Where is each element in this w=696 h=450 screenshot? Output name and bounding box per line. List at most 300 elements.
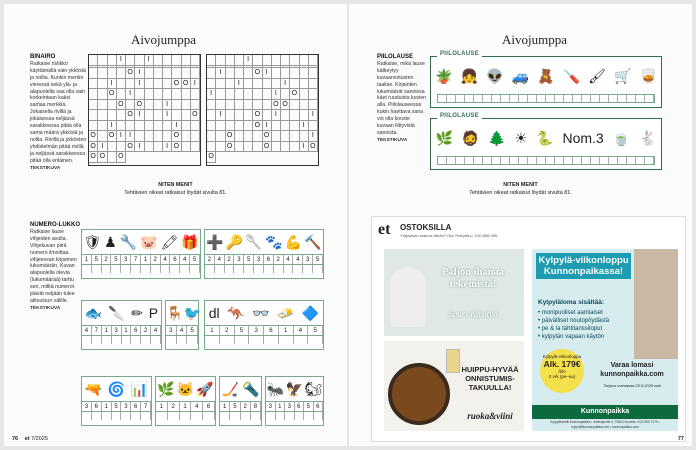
binairo-cell[interactable]: I (309, 131, 318, 142)
binairo-cell[interactable]: O (108, 89, 117, 100)
answer-cell[interactable] (474, 157, 483, 164)
answer-cells[interactable] (205, 335, 323, 344)
answer-cells[interactable] (166, 335, 198, 344)
binairo-cell[interactable] (163, 131, 172, 142)
answer-cell[interactable] (546, 95, 555, 102)
binairo-cell[interactable]: O (117, 100, 126, 111)
binairo-cell[interactable]: I (108, 79, 117, 90)
ad-suuri-kasityo[interactable] (384, 249, 524, 336)
binairo-cell[interactable] (126, 55, 135, 66)
answer-cell[interactable] (112, 336, 122, 344)
answer-cell[interactable] (447, 95, 456, 102)
binairo-cell[interactable] (154, 110, 163, 121)
binairo-cell[interactable] (235, 89, 244, 100)
binairo-cell[interactable] (281, 110, 290, 121)
binairo-cell[interactable]: I (163, 100, 172, 111)
binairo-cell[interactable] (253, 79, 262, 90)
binairo-cell[interactable] (281, 142, 290, 153)
binairo-cell[interactable] (235, 55, 244, 66)
binairo-cell[interactable] (226, 89, 235, 100)
binairo-cell[interactable] (244, 89, 253, 100)
ad-ruoka-viini[interactable] (384, 341, 524, 431)
binairo-cell[interactable] (145, 79, 154, 90)
binairo-cell[interactable] (216, 79, 225, 90)
binairo-cell[interactable] (300, 55, 309, 66)
answer-cell[interactable] (519, 95, 528, 102)
answer-cell[interactable] (293, 265, 303, 273)
binairo-cell[interactable] (108, 68, 117, 79)
binairo-cell[interactable] (163, 68, 172, 79)
binairo-cell[interactable] (244, 131, 253, 142)
answer-cell[interactable] (609, 95, 618, 102)
answer-cell[interactable] (92, 412, 102, 420)
ad-kunnonpaikka[interactable] (532, 249, 678, 431)
answer-cell[interactable] (591, 157, 600, 164)
binairo-cell[interactable]: O (182, 79, 191, 90)
binairo-cell[interactable] (135, 89, 144, 100)
binairo-cell[interactable] (98, 55, 107, 66)
answer-cell[interactable] (465, 157, 474, 164)
binairo-cell[interactable] (235, 142, 244, 153)
binairo-cell[interactable] (207, 131, 216, 142)
binairo-cell[interactable]: I (135, 68, 144, 79)
binairo-cell[interactable] (191, 121, 200, 132)
answer-cell[interactable] (519, 157, 528, 164)
binairo-cell[interactable] (281, 121, 290, 132)
answer-cell[interactable] (573, 95, 582, 102)
binairo-cell[interactable]: I (300, 121, 309, 132)
binairo-cell[interactable] (117, 142, 126, 153)
answer-cell[interactable] (225, 265, 235, 273)
binairo-cell[interactable] (89, 121, 98, 132)
binairo-cell[interactable] (89, 89, 98, 100)
binairo-cell[interactable]: I (263, 121, 272, 132)
answer-cell[interactable] (205, 265, 215, 273)
binairo-cell[interactable] (154, 121, 163, 132)
answer-cell[interactable] (235, 336, 250, 344)
answer-cell[interactable] (285, 412, 295, 420)
binairo-cell[interactable] (290, 79, 299, 90)
binairo-cell[interactable]: I (135, 110, 144, 121)
answer-cell[interactable] (555, 157, 564, 164)
answer-cell[interactable] (483, 157, 492, 164)
binairo-cell[interactable] (182, 131, 191, 142)
binairo-cell[interactable]: I (216, 68, 225, 79)
answer-cell[interactable] (180, 412, 192, 420)
answer-cell[interactable] (191, 412, 203, 420)
binairo-cell[interactable] (145, 142, 154, 153)
binairo-cell[interactable]: O (207, 152, 216, 163)
binairo-cell[interactable] (207, 121, 216, 132)
answer-cell[interactable] (609, 157, 618, 164)
answer-cells[interactable] (437, 94, 655, 103)
answer-cell[interactable] (636, 95, 645, 102)
answer-cell[interactable] (279, 336, 294, 344)
binairo-cell[interactable]: O (309, 142, 318, 153)
answer-cell[interactable] (510, 157, 519, 164)
answer-cell[interactable] (304, 412, 314, 420)
answer-cell[interactable] (618, 95, 627, 102)
binairo-cell[interactable] (89, 55, 98, 66)
answer-cell[interactable] (564, 157, 573, 164)
answer-cell[interactable] (203, 412, 215, 420)
binairo-cell[interactable] (309, 89, 318, 100)
answer-cell[interactable] (190, 265, 200, 273)
binairo-cell[interactable] (263, 100, 272, 111)
answer-cell[interactable] (600, 157, 609, 164)
binairo-cell[interactable] (290, 100, 299, 111)
binairo-cell[interactable] (207, 55, 216, 66)
answer-cell[interactable] (303, 265, 313, 273)
answer-cell[interactable] (294, 336, 309, 344)
binairo-cell[interactable]: O (89, 131, 98, 142)
binairo-cell[interactable]: O (226, 142, 235, 153)
answer-cell[interactable] (177, 336, 188, 344)
answer-cell[interactable] (492, 157, 501, 164)
binairo-cell[interactable]: O (290, 89, 299, 100)
binairo-cell[interactable] (154, 89, 163, 100)
answer-cell[interactable] (591, 95, 600, 102)
answer-cell[interactable] (166, 336, 177, 344)
answer-cell[interactable] (573, 157, 582, 164)
binairo-cell[interactable]: O (253, 121, 262, 132)
binairo-cell[interactable]: O (253, 110, 262, 121)
binairo-cell[interactable] (182, 68, 191, 79)
answer-cell[interactable] (627, 95, 636, 102)
answer-cell[interactable] (465, 95, 474, 102)
binairo-cell[interactable]: O (108, 131, 117, 142)
binairo-cell[interactable] (272, 131, 281, 142)
binairo-cell[interactable] (172, 68, 181, 79)
binairo-cell[interactable] (135, 55, 144, 66)
answer-cell[interactable] (510, 95, 519, 102)
binairo-cell[interactable] (300, 79, 309, 90)
binairo-cell[interactable] (108, 100, 117, 111)
answer-cell[interactable] (141, 336, 151, 344)
binairo-cell[interactable] (182, 142, 191, 153)
binairo-cell[interactable] (191, 68, 200, 79)
binairo-cell[interactable] (191, 142, 200, 153)
answer-cell[interactable] (492, 95, 501, 102)
answer-cell[interactable] (313, 265, 323, 273)
binairo-cell[interactable] (172, 55, 181, 66)
answer-cell[interactable] (546, 157, 555, 164)
binairo-cell[interactable] (253, 100, 262, 111)
binairo-cell[interactable]: I (300, 142, 309, 153)
binairo-cell[interactable]: O (89, 152, 98, 163)
binairo-cell[interactable] (163, 89, 172, 100)
binairo-cell[interactable]: O (263, 142, 272, 153)
binairo-cell[interactable] (207, 110, 216, 121)
answer-cell[interactable] (438, 95, 447, 102)
binairo-cell[interactable]: I (272, 89, 281, 100)
binairo-cell[interactable]: O (281, 100, 290, 111)
binairo-cell[interactable] (207, 79, 216, 90)
answer-cell[interactable] (528, 157, 537, 164)
binairo-cell[interactable] (300, 100, 309, 111)
binairo-cell[interactable] (108, 55, 117, 66)
binairo-cell[interactable]: O (126, 110, 135, 121)
binairo-cell[interactable] (89, 100, 98, 111)
binairo-cell[interactable] (154, 79, 163, 90)
answer-cell[interactable] (111, 265, 121, 273)
binairo-cell[interactable] (126, 79, 135, 90)
binairo-cell[interactable] (89, 110, 98, 121)
binairo-cell[interactable]: O (253, 68, 262, 79)
answer-cell[interactable] (295, 412, 305, 420)
binairo-cell[interactable] (272, 55, 281, 66)
binairo-cell[interactable] (182, 100, 191, 111)
binairo-cell[interactable] (163, 79, 172, 90)
binairo-cell[interactable] (235, 131, 244, 142)
answer-cell[interactable] (244, 265, 254, 273)
binairo-cell[interactable] (281, 68, 290, 79)
answer-cell[interactable] (627, 157, 636, 164)
binairo-cell[interactable] (135, 121, 144, 132)
binairo-cell[interactable] (191, 131, 200, 142)
answer-cells[interactable] (266, 411, 323, 420)
binairo-cell[interactable] (226, 121, 235, 132)
binairo-cell[interactable]: I (272, 110, 281, 121)
binairo-cell[interactable] (216, 131, 225, 142)
binairo-cell[interactable] (89, 68, 98, 79)
binairo-cell[interactable] (309, 121, 318, 132)
answer-cell[interactable] (151, 265, 161, 273)
binairo-cell[interactable] (235, 100, 244, 111)
answer-cell[interactable] (264, 336, 279, 344)
binairo-cell[interactable] (98, 131, 107, 142)
binairo-cell[interactable] (98, 89, 107, 100)
binairo-cell[interactable] (163, 55, 172, 66)
binairo-cell[interactable]: O (126, 142, 135, 153)
binairo-cell[interactable]: O (126, 68, 135, 79)
binairo-cell[interactable] (290, 55, 299, 66)
binairo-cell[interactable]: I (163, 142, 172, 153)
answer-cell[interactable] (537, 157, 546, 164)
binairo-cell[interactable] (216, 121, 225, 132)
answer-cells[interactable] (82, 335, 161, 344)
binairo-cell[interactable] (172, 100, 181, 111)
answer-cell[interactable] (102, 412, 112, 420)
binairo-cell[interactable]: I (135, 142, 144, 153)
binairo-cell[interactable] (89, 79, 98, 90)
binairo-cell[interactable] (98, 110, 107, 121)
binairo-cell[interactable] (154, 131, 163, 142)
binairo-cell[interactable] (98, 121, 107, 132)
binairo-cell[interactable]: O (263, 131, 272, 142)
answer-cell[interactable] (121, 265, 131, 273)
binairo-cell[interactable] (117, 89, 126, 100)
answer-cell[interactable] (564, 95, 573, 102)
binairo-cell[interactable] (272, 142, 281, 153)
binairo-cell[interactable] (145, 100, 154, 111)
answer-cell[interactable] (168, 412, 180, 420)
binairo-cell[interactable] (309, 79, 318, 90)
binairo-cell[interactable] (290, 131, 299, 142)
answer-cell[interactable] (276, 412, 286, 420)
binairo-cell[interactable] (290, 110, 299, 121)
binairo-cell[interactable]: O (117, 152, 126, 163)
binairo-cell[interactable] (290, 142, 299, 153)
binairo-cell[interactable] (191, 89, 200, 100)
binairo-cell[interactable] (309, 55, 318, 66)
answer-cell[interactable] (141, 265, 151, 273)
answer-cell[interactable] (600, 95, 609, 102)
binairo-cell[interactable] (300, 110, 309, 121)
binairo-cell[interactable] (207, 68, 216, 79)
answer-cell[interactable] (187, 336, 198, 344)
binairo-cell[interactable] (263, 79, 272, 90)
binairo-cell[interactable] (145, 131, 154, 142)
binairo-cell[interactable]: I (126, 89, 135, 100)
binairo-cell[interactable] (98, 68, 107, 79)
binairo-cell[interactable] (108, 142, 117, 153)
answer-cells[interactable] (82, 411, 151, 420)
answer-cell[interactable] (230, 412, 240, 420)
binairo-cell[interactable]: I (191, 79, 200, 90)
binairo-cell[interactable] (281, 55, 290, 66)
binairo-cell[interactable]: I (126, 131, 135, 142)
binairo-cell[interactable]: I (235, 79, 244, 90)
binairo-cell[interactable] (244, 100, 253, 111)
binairo-cell[interactable]: I (281, 79, 290, 90)
binairo-cell[interactable] (98, 100, 107, 111)
binairo-cell[interactable] (244, 79, 253, 90)
binairo-cell[interactable]: I (163, 110, 172, 121)
answer-cell[interactable] (447, 157, 456, 164)
binairo-cell[interactable]: O (272, 100, 281, 111)
answer-cell[interactable] (474, 95, 483, 102)
answer-cell[interactable] (180, 265, 190, 273)
binairo-cell[interactable] (216, 100, 225, 111)
binairo-cell[interactable] (216, 89, 225, 100)
binairo-cell[interactable] (117, 68, 126, 79)
answer-cells[interactable] (156, 411, 215, 420)
binairo-cell[interactable] (244, 68, 253, 79)
binairo-cell[interactable] (309, 100, 318, 111)
binairo-cell[interactable] (272, 68, 281, 79)
binairo-cell[interactable] (281, 131, 290, 142)
binairo-cell[interactable] (272, 79, 281, 90)
binairo-cell[interactable] (263, 110, 272, 121)
binairo-cell[interactable] (145, 89, 154, 100)
answer-cell[interactable] (254, 265, 264, 273)
answer-cell[interactable] (92, 336, 102, 344)
binairo-cell[interactable] (253, 89, 262, 100)
answer-cell[interactable] (582, 157, 591, 164)
answer-cell[interactable] (555, 95, 564, 102)
answer-cell[interactable] (121, 412, 131, 420)
binairo-cell[interactable] (182, 89, 191, 100)
answer-cell[interactable] (249, 336, 264, 344)
binairo-cell[interactable] (163, 121, 172, 132)
answer-cell[interactable] (141, 412, 151, 420)
binairo-cell[interactable] (154, 55, 163, 66)
binairo-cell[interactable] (244, 110, 253, 121)
binairo-cell[interactable] (126, 121, 135, 132)
answer-cell[interactable] (618, 157, 627, 164)
binairo-cell[interactable]: I (98, 142, 107, 153)
binairo-cell[interactable] (226, 79, 235, 90)
binairo-cell[interactable] (235, 110, 244, 121)
binairo-cell[interactable] (117, 79, 126, 90)
binairo-cell[interactable] (182, 121, 191, 132)
binairo-cell[interactable]: O (191, 110, 200, 121)
binairo-cell[interactable]: I (207, 89, 216, 100)
answer-cell[interactable] (438, 157, 447, 164)
answer-cell[interactable] (156, 412, 168, 420)
binairo-cell[interactable] (145, 121, 154, 132)
answer-cell[interactable] (161, 265, 171, 273)
binairo-cell[interactable] (226, 110, 235, 121)
answer-cell[interactable] (645, 95, 654, 102)
binairo-cell[interactable]: O (98, 152, 107, 163)
binairo-cell[interactable] (207, 100, 216, 111)
binairo-cell[interactable] (244, 121, 253, 132)
answer-cells[interactable] (82, 264, 200, 273)
binairo-cell[interactable]: I (135, 79, 144, 90)
binairo-cell[interactable] (182, 110, 191, 121)
binairo-cell[interactable] (253, 55, 262, 66)
answer-cell[interactable] (131, 265, 141, 273)
binairo-cell[interactable] (172, 89, 181, 100)
answer-cell[interactable] (82, 412, 92, 420)
answer-cell[interactable] (284, 265, 294, 273)
answer-cell[interactable] (456, 95, 465, 102)
binairo-cell[interactable] (98, 79, 107, 90)
binairo-cell[interactable] (309, 68, 318, 79)
answer-cells[interactable] (437, 156, 655, 165)
answer-cell[interactable] (205, 336, 220, 344)
binairo-cell[interactable] (253, 142, 262, 153)
answer-cell[interactable] (251, 412, 261, 420)
answer-cell[interactable] (102, 265, 112, 273)
answer-cell[interactable] (82, 265, 92, 273)
binairo-cell[interactable] (145, 110, 154, 121)
binairo-cell[interactable] (281, 89, 290, 100)
answer-cell[interactable] (636, 157, 645, 164)
answer-cell[interactable] (102, 336, 112, 344)
binairo-cell[interactable]: I (145, 55, 154, 66)
binairo-cell[interactable] (191, 55, 200, 66)
answer-cells[interactable] (220, 411, 261, 420)
binairo-cell[interactable] (117, 110, 126, 121)
binairo-cell[interactable]: O (172, 131, 181, 142)
binairo-cell[interactable] (191, 100, 200, 111)
answer-cell[interactable] (501, 95, 510, 102)
answer-cell[interactable] (308, 336, 323, 344)
answer-cell[interactable] (112, 412, 122, 420)
answer-cell[interactable] (645, 157, 654, 164)
binairo-cell[interactable]: O (89, 142, 98, 153)
binairo-cell[interactable] (290, 121, 299, 132)
binairo-cell[interactable] (300, 89, 309, 100)
binairo-cell[interactable] (300, 68, 309, 79)
answer-cell[interactable] (456, 157, 465, 164)
binairo-cell[interactable] (216, 55, 225, 66)
answer-cell[interactable] (274, 265, 284, 273)
answer-cell[interactable] (264, 265, 274, 273)
binairo-cell[interactable] (226, 55, 235, 66)
answer-cell[interactable] (170, 265, 180, 273)
binairo-cell[interactable] (135, 131, 144, 142)
binairo-cell[interactable]: I (309, 110, 318, 121)
binairo-cell[interactable]: O (226, 131, 235, 142)
binairo-cell[interactable]: O (172, 142, 181, 153)
answer-cell[interactable] (220, 412, 230, 420)
answer-cell[interactable] (92, 265, 102, 273)
binairo-cell[interactable]: I (244, 55, 253, 66)
